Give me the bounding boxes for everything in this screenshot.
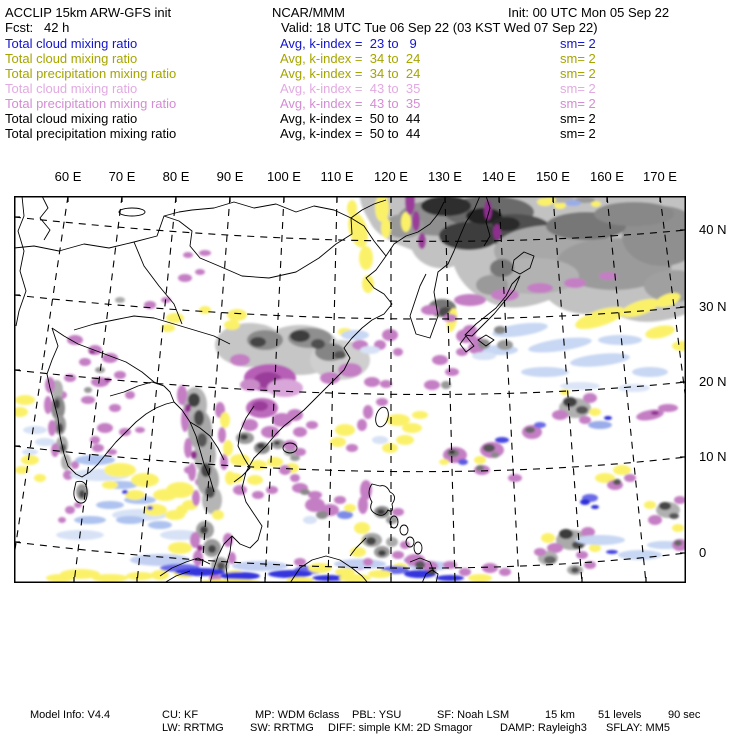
cloud-myanmar-coast [176, 385, 235, 520]
lon-tick-label: 160 E [590, 169, 624, 184]
center-name: NCAR/MMM [272, 5, 345, 20]
legend-kindex-value: Avg, k-index = 43 to 35 [280, 96, 421, 111]
island-visayas-4 [414, 542, 422, 554]
legend-kindex-value: Avg, k-index = 34 to 24 [280, 51, 421, 66]
lon-tick-label: 90 E [216, 169, 244, 184]
cloud-taiwan-area [330, 398, 428, 453]
model-config-item: CU: KF [162, 709, 199, 721]
lon-tick-label: 140 E [482, 169, 516, 184]
model-config-item: Model Info: V4.4 [30, 709, 111, 721]
model-config-item: LW: RRTMG [162, 722, 224, 734]
forecast-map [14, 196, 686, 583]
valid-time: Valid: 18 UTC Tue 06 Sep 22 (03 KST Wed 07 Sep 22) [281, 20, 598, 35]
border-mongolia [164, 202, 352, 278]
legend-field-label: Total cloud mixing ratio [5, 36, 138, 51]
legend-row [0, 97, 740, 111]
lon-tick-label: 150 E [536, 169, 570, 184]
legend-kindex-value: Avg, k-index = 50 to 44 [280, 111, 421, 126]
legend-row [0, 127, 740, 141]
legend-field-label: Total precipitation mixing ratio [5, 66, 177, 81]
model-config-item: 90 sec [668, 709, 701, 721]
border-laos-cambodia [234, 406, 254, 482]
model-title: ACCLIP 15km ARW-GFS init [5, 5, 172, 20]
model-config-item: SF: Noah LSM [437, 709, 510, 721]
legend-smooth-value: sm= 2 [560, 51, 596, 66]
legend-field-label: Total precipitation mixing ratio [5, 96, 177, 111]
legend-field-label: Total precipitation mixing ratio [5, 126, 177, 141]
model-config-item: DAMP: Rayleigh3 [500, 722, 587, 734]
model-config-item: MP: WDM 6class [255, 709, 340, 721]
legend-row [0, 37, 740, 51]
precip-korea-japan [364, 325, 513, 390]
legend-smooth-value: sm= 2 [560, 126, 596, 141]
legend-row [0, 82, 740, 96]
forecast-hour: Fcst: 42 h [5, 20, 70, 35]
legend-row [0, 112, 740, 126]
cloud-indochina [227, 398, 322, 499]
lat-tick-label: 0 [699, 545, 707, 560]
lat-tick-label: 40 N [699, 222, 727, 237]
lon-tick-label: 80 E [162, 169, 190, 184]
legend-kindex-value: Avg, k-index = 34 to 24 [280, 66, 421, 81]
cloud-tibet-cluster [161, 306, 380, 397]
coast-china [210, 256, 392, 583]
border-himalaya [74, 316, 230, 344]
coast-caspian [16, 196, 26, 326]
legend-kindex-value: Avg, k-index = 43 to 35 [280, 81, 421, 96]
model-config-item: KM: 2D Smagor [394, 722, 473, 734]
lon-tick-label: 110 E [320, 169, 354, 184]
legend-smooth-value: sm= 2 [560, 36, 596, 51]
lon-tick-label: 120 E [374, 169, 408, 184]
border-xinjiang [134, 242, 182, 324]
legend-smooth-value: sm= 2 [560, 81, 596, 96]
lat-tick-label: 20 N [699, 374, 727, 389]
legend-field-label: Total cloud mixing ratio [5, 81, 138, 96]
legend-field-label: Total cloud mixing ratio [5, 51, 138, 66]
init-time: Init: 00 UTC Mon 05 Sep 22 [508, 5, 670, 20]
cloud-india-west-coast [14, 377, 88, 508]
lat-tick-label: 30 N [699, 299, 727, 314]
lon-tick-label: 100 E [267, 169, 301, 184]
model-config-item: DIFF: simple [328, 722, 391, 734]
lon-tick-label: 60 E [54, 169, 82, 184]
model-config-item: 51 levels [598, 709, 642, 721]
lon-tick-label: 170 E [643, 169, 677, 184]
legend-smooth-value: sm= 2 [560, 111, 596, 126]
island-visayas-2 [400, 525, 408, 535]
border-central-asia [14, 216, 164, 251]
lon-tick-label: 130 E [428, 169, 462, 184]
legend-smooth-value: sm= 2 [560, 96, 596, 111]
coast-aral [40, 196, 50, 240]
legend-kindex-value: Avg, k-index = 50 to 44 [280, 126, 421, 141]
lon-tick-label: 70 E [108, 169, 136, 184]
rain-equatorial-band [46, 548, 596, 583]
legend-row [0, 52, 740, 66]
island-taiwan [374, 406, 391, 428]
lake-balkhash [119, 208, 145, 216]
model-config-item: PBL: YSU [352, 709, 402, 721]
model-config-item: SFLAY: MM5 [606, 722, 670, 734]
legend-field-label: Total cloud mixing ratio [5, 111, 138, 126]
lat-tick-label: 10 N [699, 449, 727, 464]
cloud-pacific-clusters [439, 389, 686, 560]
legend-smooth-value: sm= 2 [560, 66, 596, 81]
model-config-item: 15 km [545, 709, 575, 721]
legend-kindex-value: Avg, k-index = 23 to 9 [280, 36, 417, 51]
legend-row [0, 67, 740, 81]
model-config-item: SW: RRTMG [250, 722, 314, 734]
